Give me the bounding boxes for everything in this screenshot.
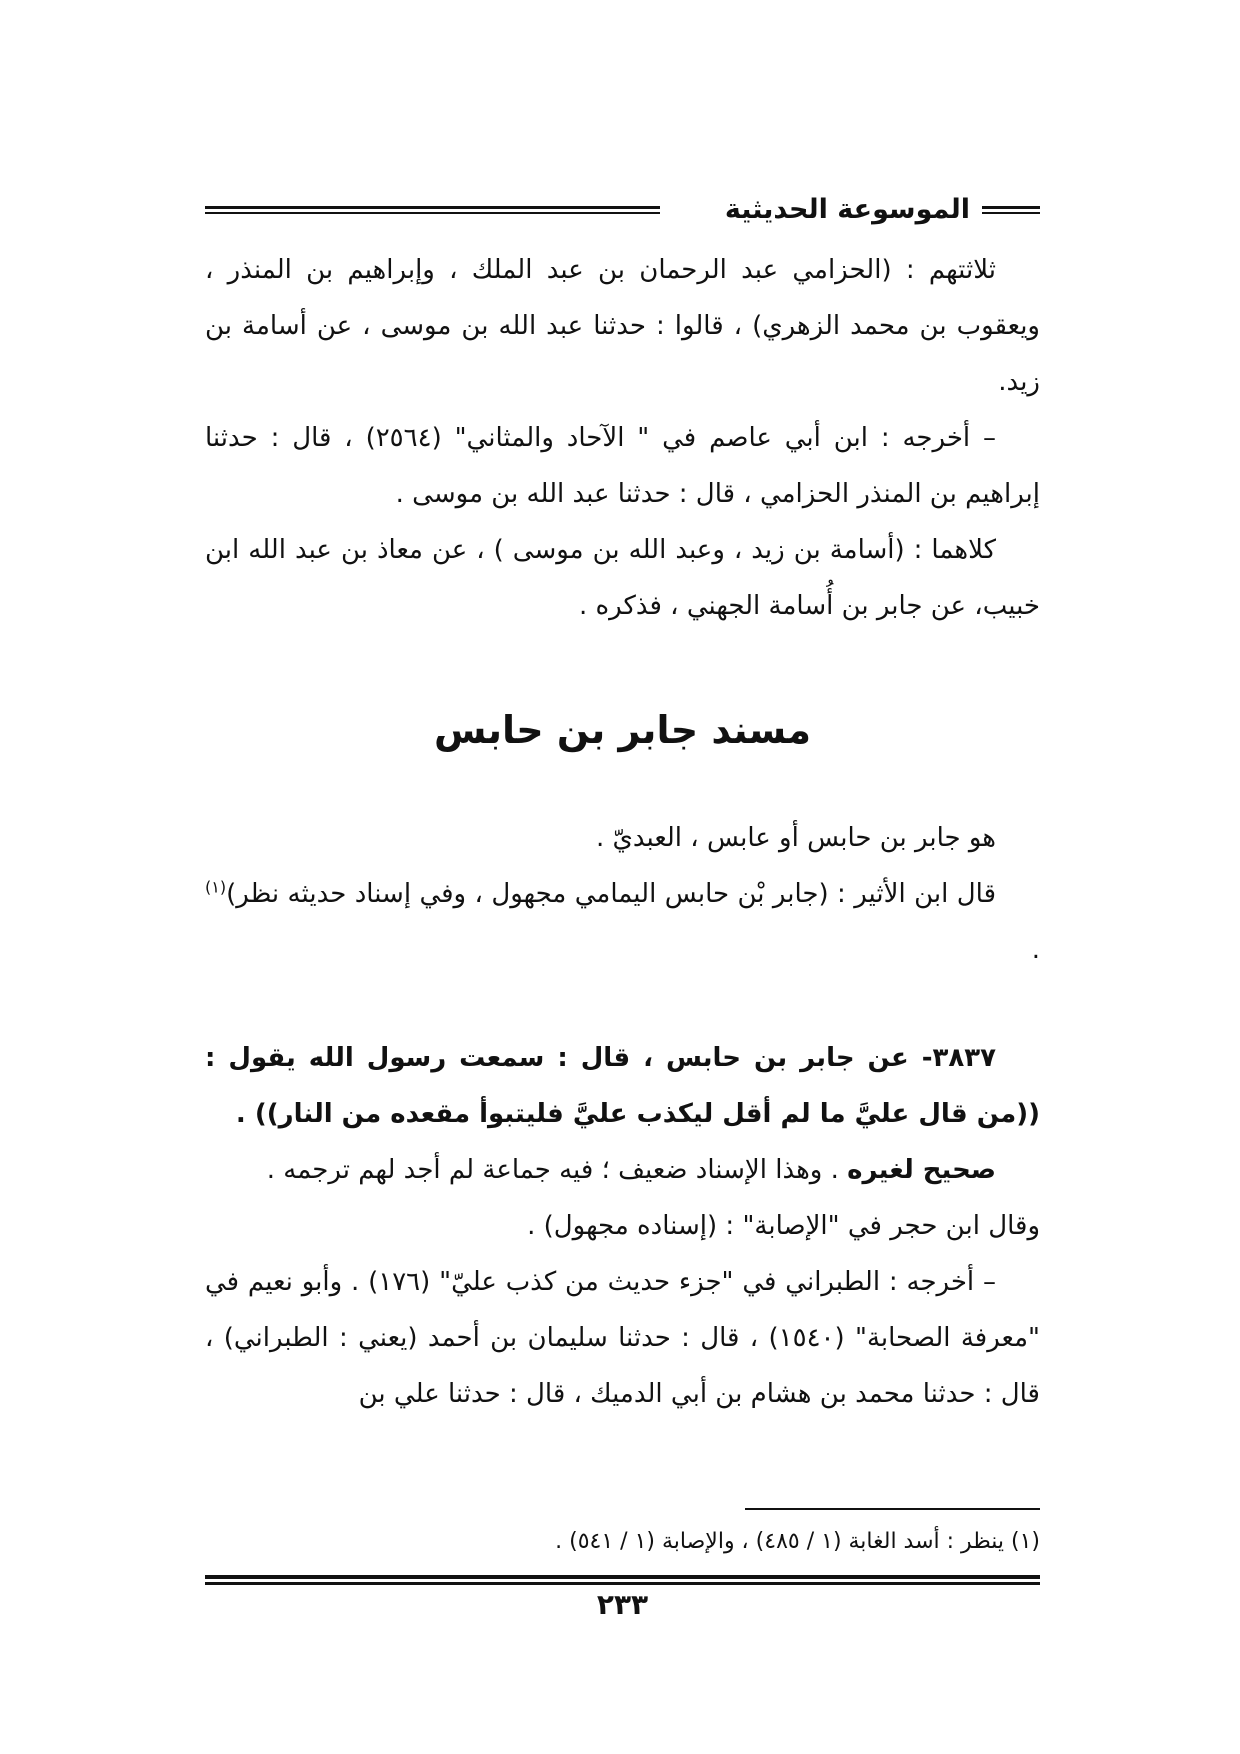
footnote-marker: (١) xyxy=(205,877,227,897)
chain-paragraph: ثلاثتهم : (الحزامي عبد الرحمان بن عبد الملك ، وإبراهيم بن المنذر ، ويعقوب بن محمد الزهري) ، قالوا : حدثنا عبد الله بن موسى ، عن أسامة بن زيد. xyxy=(205,255,1040,397)
page-number: ٢٣٣ xyxy=(596,1588,649,1621)
running-header xyxy=(205,190,1040,230)
footnote-separator xyxy=(745,1508,1040,1510)
hadith-entry xyxy=(205,1030,1040,1142)
biography-block xyxy=(205,810,1040,978)
hadith-text: - عن جابر بن حابس ، قال : سمعت رسول الله يقول : ((من قال عليَّ ما لم أقل ليكذب عليَّ فليتبوأ مقعده من النار)) . xyxy=(205,1043,1040,1129)
continuation-block xyxy=(205,242,1040,634)
header-rule-long xyxy=(205,206,660,214)
biography-line: هو جابر بن حابس أو عابس ، العبديّ . xyxy=(595,823,996,853)
hadith-grade: صحيح لغيره xyxy=(847,1155,996,1185)
grading-comment: . وهذا الإسناد ضعيف ؛ فيه جماعة لم أجد لهم ترجمه . xyxy=(266,1155,848,1185)
hadith-number: ٣٨٣٧ xyxy=(932,1043,996,1073)
chain-summary-paragraph: كلاهما : (أسامة بن زيد ، وعبد الله بن موسى ) ، عن معاذ بن عبد الله ابن خبيب، عن جابر بن أُسامة الجهني ، فذكره . xyxy=(205,535,1040,621)
ibn-athir-text: قال ابن الأثير : (جابر بْن حابس اليمامي مجهول ، وفي إسناد حديثه نظر) xyxy=(226,879,996,909)
hadith-block xyxy=(205,1030,1040,1422)
section-title: مسند جابر بن حابس xyxy=(433,708,811,752)
takhrij-paragraph-2: – أخرجه : الطبراني في "جزء حديث من كذب عليّ" (١٧٦) . وأبو نعيم في "معرفة الصحابة" (١٥٤٠) ، قال : حدثنا سليمان بن أحمد (يعني : الطبراني) ، قال : حدثنا محمد بن هشام بن أبي الدميك ، قال : حدثنا علي بن xyxy=(205,1267,1040,1409)
ibn-athir-end: . xyxy=(1031,935,1040,965)
ibn-athir-quote xyxy=(205,866,1040,978)
running-title: الموسوعة الحديثية xyxy=(724,194,970,225)
grading-paragraph xyxy=(205,1142,1040,1198)
ibn-hajar-paragraph: وقال ابن حجر في "الإصابة" : (إسناده مجهول) . xyxy=(527,1211,1040,1241)
header-rule-short xyxy=(982,206,1040,214)
footer-rule xyxy=(205,1575,1040,1585)
takhrij-paragraph: – أخرجه : ابن أبي عاصم في " الآحاد والمثاني" (٢٥٦٤) ، قال : حدثنا إبراهيم بن المنذر الحزامي ، قال : حدثنا عبد الله بن موسى . xyxy=(205,423,1040,509)
footnote: (١) ينظر : أسد الغابة (١ / ٤٨٥) ، والإصابة (١ / ٥٤١) . xyxy=(555,1529,1040,1554)
